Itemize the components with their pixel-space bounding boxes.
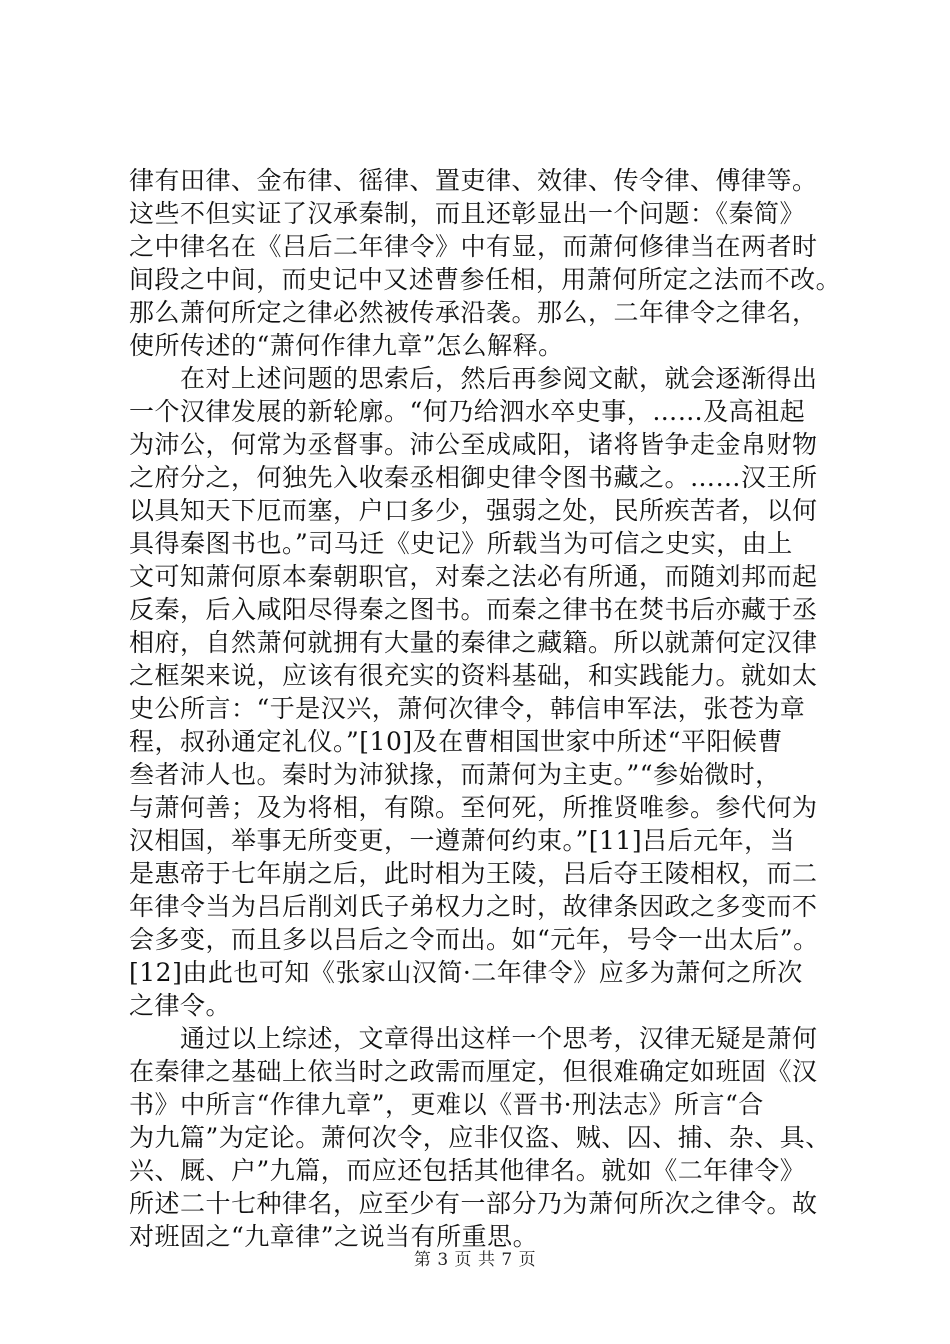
text-line: 史公所言：“于是汉兴，萧何次律令，韩信申军法，张苍为章: [129, 694, 806, 723]
text-line: 与萧何善；及为将相，有隙。至何死，所推贤唯参。参代何为: [129, 793, 818, 822]
text-line: 汉相国，举事无所变更，一遵萧何约束。”[11]吕后元年，当: [129, 826, 796, 855]
text-line: 反秦，后入咸阳尽得秦之图书。而秦之律书在焚书后亦藏于丞: [129, 595, 818, 624]
text-line: 在秦律之基础上依当时之政需而厘定，但很难确定如班固《汉: [129, 1057, 818, 1086]
page-footer: 第 3 页 共 7 页: [413, 1250, 537, 1270]
text-line: 为沛公，何常为丞督事。沛公至成咸阳，诸将皆争走金帛财物: [129, 430, 818, 459]
text-line: 之律令。: [129, 991, 232, 1020]
text-line: 通过以上综述，文章得出这样一个思考，汉律无疑是萧何: [129, 1024, 818, 1053]
text-line: 为九篇”为定论。萧何次令，应非仅盗、贼、囚、捕、杂、具、: [129, 1123, 831, 1152]
text-line: 书》中所言“作律九章”，更难以《晋书·刑法志》所言“合: [129, 1090, 764, 1119]
text-line: 一个汉律发展的新轮廓。“何乃给泗水卒史事，……及高祖起: [129, 397, 806, 426]
text-line: 年律令当为吕后削刘氏子弟权力之时，故律条因政之多变而不: [129, 892, 818, 921]
text-line: 具得秦图书也。”司马迁《史记》所载当为可信之史实，由上: [129, 529, 793, 558]
text-line: 使所传述的“萧何作律九章”怎么解释。: [129, 331, 564, 360]
text-line: 对班固之“九章律”之说当有所重思。: [129, 1222, 539, 1251]
text-line: 是惠帝于七年崩之后，此时相为王陵，吕后夺王陵相权，而二: [129, 859, 818, 888]
text-line: 之框架来说，应该有很充实的资料基础，和实践能力。就如太: [129, 661, 818, 690]
text-line: 之府分之，何独先入收秦丞相御史律令图书藏之。……汉王所: [129, 463, 818, 492]
text-line: 以具知天下厄而塞，户口多少，强弱之处，民所疾苦者，以何: [129, 496, 818, 525]
text-line: 这些不但实证了汉承秦制，而且还彰显出一个问题：《秦简》: [129, 199, 806, 228]
text-line: 所述二十七种律名，应至少有一部分乃为萧何所次之律令。故: [129, 1189, 818, 1218]
text-line: 兴、厩、户”九篇，而应还包括其他律名。就如《二年律令》: [129, 1156, 806, 1185]
text-line: 叁者沛人也。秦时为沛狱掾，而萧何为主吏。”“参始微时，: [129, 760, 781, 789]
text-line: 会多变，而且多以吕后之令而出。如“元年，号令一出太后”。: [129, 925, 819, 954]
text-line: 那么萧何所定之律必然被传承沿袭。那么，二年律令之律名，: [129, 298, 818, 327]
text-line: [12]由此也可知《张家山汉简·二年律令》应多为萧何之所次: [129, 958, 803, 987]
text-line: 在对上述问题的思索后，然后再参阅文献，就会逐渐得出: [129, 364, 818, 393]
document-body: [129, 164, 841, 1253]
text-line: 之中律名在《吕后二年律令》中有显，而萧何修律当在两者时: [129, 232, 818, 261]
text-line: 文可知萧何原本秦朝职官，对秦之法必有所通，而随刘邦而起: [129, 562, 818, 591]
text-line: 间段之中间，而史记中又述曹参任相，用萧何所定之法而不改。: [129, 265, 842, 294]
text-line: 程，叔孙通定礼仪。”[10]及在曹相国世家中所述“平阳候曹: [129, 727, 783, 756]
text-line: 相府，自然萧何就拥有大量的秦律之藏籍。所以就萧何定汉律: [129, 628, 818, 657]
text-line: 律有田律、金布律、徭律、置吏律、效律、传令律、傅律等。: [129, 166, 818, 195]
